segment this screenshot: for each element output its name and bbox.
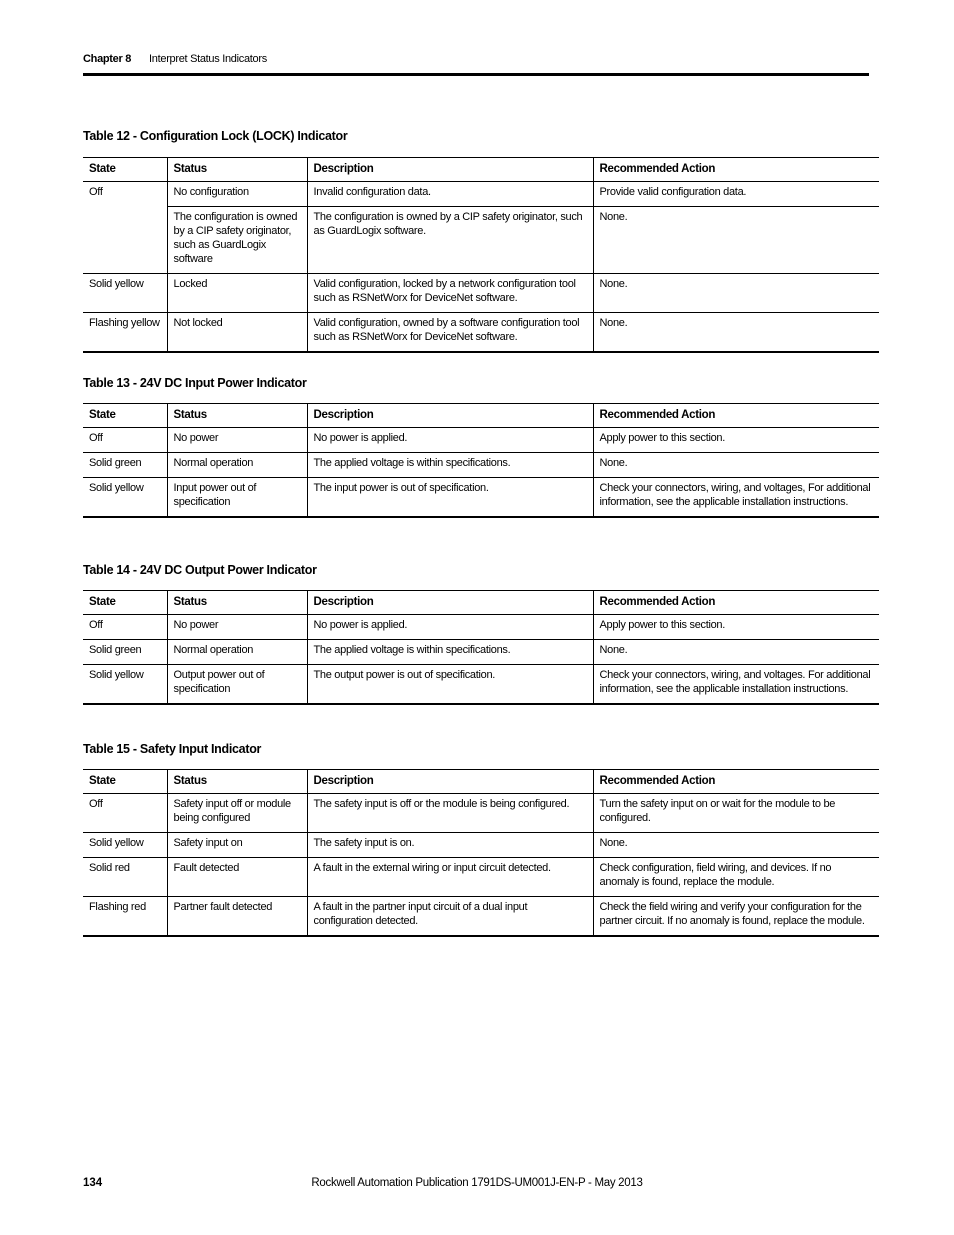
cell-state: Solid yellow	[83, 665, 167, 705]
cell-action: None.	[593, 274, 879, 313]
col-header-description: Description	[307, 770, 593, 794]
cell-description: The safety input is on.	[307, 833, 593, 858]
cell-action: None.	[593, 833, 879, 858]
cell-status: Not locked	[167, 313, 307, 353]
running-header	[83, 53, 267, 65]
cell-state: Off	[83, 794, 167, 833]
cell-state: Flashing red	[83, 897, 167, 937]
table-row	[83, 453, 879, 478]
cell-action: Turn the safety input on or wait for the module to be configured.	[593, 794, 879, 833]
cell-status: Normal operation	[167, 640, 307, 665]
cell-action: Apply power to this section.	[593, 428, 879, 453]
col-header-action: Recommended Action	[593, 158, 879, 182]
cell-state: Flashing yellow	[83, 313, 167, 353]
table-row	[83, 313, 879, 353]
col-header-status: Status	[167, 158, 307, 182]
cell-description: Valid configuration, locked by a network configuration tool such as RSNetWorx for DeviceNet software.	[307, 274, 593, 313]
cell-description: A fault in the external wiring or input circuit detected.	[307, 858, 593, 897]
cell-state: Solid green	[83, 640, 167, 665]
table-14-title: Table 14 - 24V DC Output Power Indicator	[83, 563, 317, 577]
cell-state: Solid green	[83, 453, 167, 478]
cell-description: The output power is out of specification.	[307, 665, 593, 705]
cell-state: Off	[83, 428, 167, 453]
page-number: 134	[83, 1177, 103, 1189]
cell-status: The configuration is owned by a CIP safety originator, such as GuardLogix software	[167, 207, 307, 274]
cell-state: Solid yellow	[83, 478, 167, 518]
cell-description: No power is applied.	[307, 428, 593, 453]
table-row	[83, 478, 879, 518]
section-title: Interpret Status Indicators	[149, 53, 267, 65]
cell-action: None.	[593, 453, 879, 478]
table-header-row	[83, 770, 879, 794]
cell-status: Input power out of specification	[167, 478, 307, 518]
cell-description: No power is applied.	[307, 615, 593, 640]
cell-action: None.	[593, 207, 879, 274]
cell-status: Partner fault detected	[167, 897, 307, 937]
header-rule	[83, 73, 869, 76]
col-header-state: State	[83, 770, 167, 794]
chapter-label: Chapter 8	[83, 53, 132, 65]
table-13	[83, 403, 879, 518]
table-row	[83, 833, 879, 858]
publication-footer: Rockwell Automation Publication 1791DS-UM001J-EN-P - May 2013	[311, 1177, 643, 1189]
cell-status: Fault detected	[167, 858, 307, 897]
cell-description: Invalid configuration data.	[307, 182, 593, 207]
cell-description: Valid configuration, owned by a software configuration tool such as RSNetWorx for DeviceNet software.	[307, 313, 593, 353]
table-row	[83, 182, 879, 207]
cell-status: Locked	[167, 274, 307, 313]
cell-state	[83, 207, 167, 274]
cell-status: Output power out of specification	[167, 665, 307, 705]
table-header-row	[83, 591, 879, 615]
col-header-description: Description	[307, 404, 593, 428]
table-15	[83, 769, 879, 937]
col-header-state: State	[83, 158, 167, 182]
col-header-description: Description	[307, 158, 593, 182]
cell-status: No configuration	[167, 182, 307, 207]
cell-status: No power	[167, 428, 307, 453]
cell-action: Check your connectors, wiring, and voltages. For additional information, see the applicable installation instructions.	[593, 665, 879, 705]
col-header-status: Status	[167, 591, 307, 615]
col-header-status: Status	[167, 770, 307, 794]
table-row	[83, 640, 879, 665]
cell-description: The input power is out of specification.	[307, 478, 593, 518]
table-12-title: Table 12 - Configuration Lock (LOCK) Indicator	[83, 129, 348, 143]
table-header-row	[83, 404, 879, 428]
col-header-description: Description	[307, 591, 593, 615]
cell-action: Check your connectors, wiring, and voltages, For additional information, see the applicable installation instructions.	[593, 478, 879, 518]
cell-description: The configuration is owned by a CIP safety originator, such as GuardLogix software.	[307, 207, 593, 274]
col-header-state: State	[83, 591, 167, 615]
table-row	[83, 858, 879, 897]
cell-description: The safety input is off or the module is being configured.	[307, 794, 593, 833]
table-row	[83, 274, 879, 313]
cell-action: Check the field wiring and verify your configuration for the partner circuit. If no anomaly is found, replace the module.	[593, 897, 879, 937]
table-12	[83, 157, 879, 353]
cell-status: Safety input on	[167, 833, 307, 858]
col-header-action: Recommended Action	[593, 591, 879, 615]
cell-state: Solid red	[83, 858, 167, 897]
col-header-state: State	[83, 404, 167, 428]
cell-state: Off	[89, 186, 103, 198]
cell-action: None.	[593, 640, 879, 665]
cell-state: Solid yellow	[83, 274, 167, 313]
cell-state: Solid yellow	[83, 833, 167, 858]
table-row	[83, 428, 879, 453]
table-row	[83, 615, 879, 640]
table-15-title: Table 15 - Safety Input Indicator	[83, 742, 262, 756]
col-header-action: Recommended Action	[593, 404, 879, 428]
cell-description: The applied voltage is within specifications.	[307, 640, 593, 665]
table-header-row	[83, 158, 879, 182]
cell-action: Provide valid configuration data.	[593, 182, 879, 207]
cell-status: No power	[167, 615, 307, 640]
cell-description: A fault in the partner input circuit of a dual input configuration detected.	[307, 897, 593, 937]
cell-action: None.	[593, 313, 879, 353]
col-header-status: Status	[167, 404, 307, 428]
table-row	[83, 897, 879, 937]
table-row	[83, 207, 879, 274]
cell-action: Check configuration, field wiring, and devices. If no anomaly is found, replace the module.	[593, 858, 879, 897]
table-row	[83, 665, 879, 705]
cell-status: Normal operation	[167, 453, 307, 478]
table-row	[83, 794, 879, 833]
cell-status: Safety input off or module being configured	[167, 794, 307, 833]
cell-description: The applied voltage is within specifications.	[307, 453, 593, 478]
table-13-title: Table 13 - 24V DC Input Power Indicator	[83, 376, 307, 390]
cell-action: Apply power to this section.	[593, 615, 879, 640]
col-header-action: Recommended Action	[593, 770, 879, 794]
cell-state: Off	[83, 615, 167, 640]
table-14	[83, 590, 879, 705]
